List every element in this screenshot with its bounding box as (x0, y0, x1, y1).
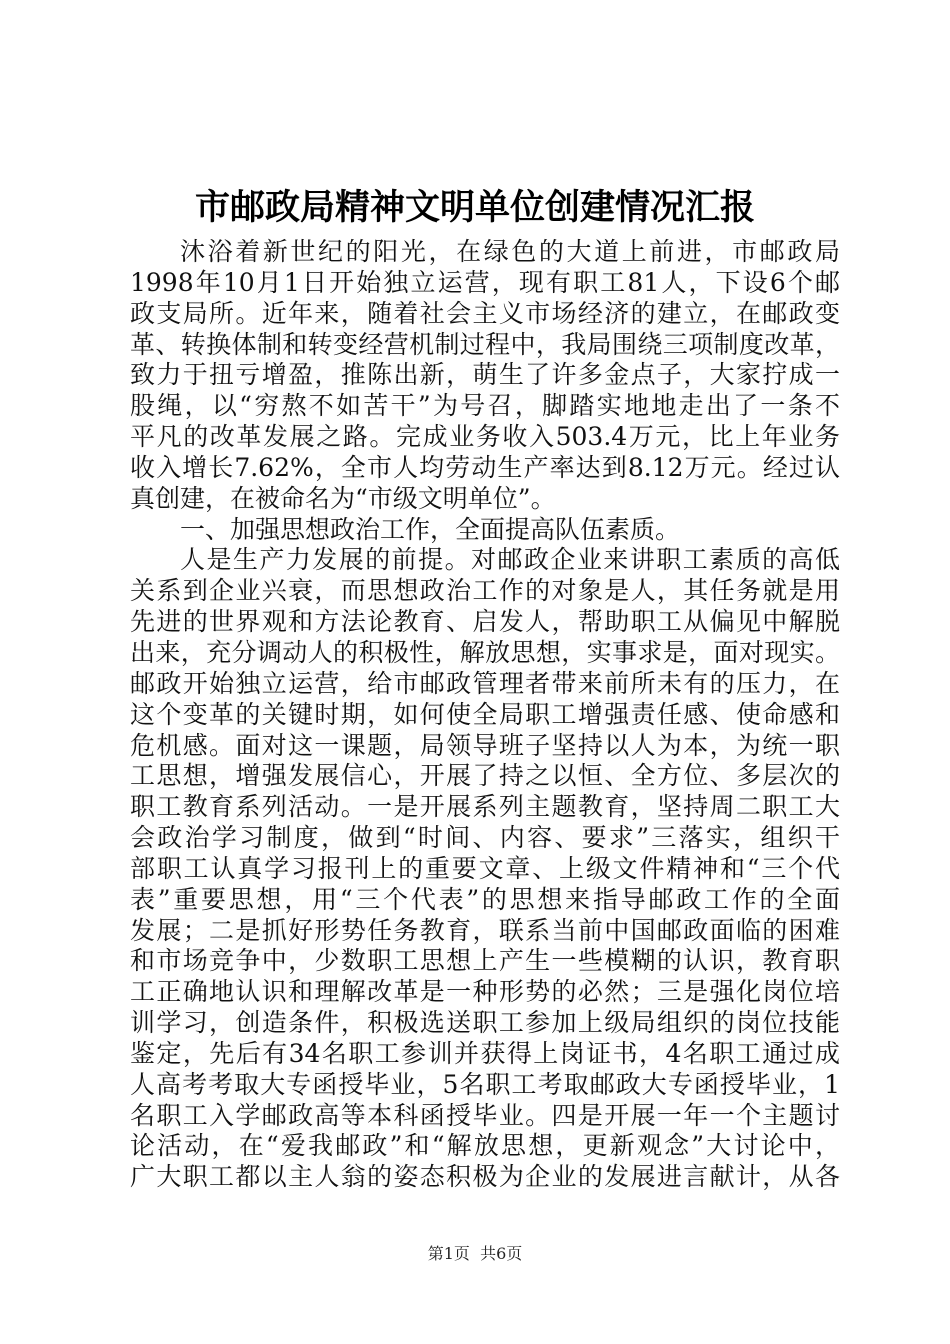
body-line: 出来，充分调动人的积极性，解放思想，实事求是，面对现实。 (130, 637, 840, 667)
body-line: 训学习，创造条件，积极选送职工参加上级局组织的岗位技能 (130, 1008, 840, 1038)
body-line: 危机感。面对这一课题，局领导班子坚持以人为本，为统一职 (130, 730, 840, 760)
page-number: 第1页 (427, 1244, 470, 1263)
body-line: 工正确地认识和理解改革是一种形势的必然；三是强化岗位培 (130, 977, 840, 1007)
body-line: 鉴定，先后有34名职工参训并获得上岗证书，4名职工通过成 (130, 1038, 840, 1068)
body-line: 人高考考取大专函授毕业，5名职工考取邮政大专函授毕业，1 (130, 1069, 840, 1099)
body-line: 平凡的改革发展之路。完成业务收入503.4万元，比上年业务 (130, 422, 840, 452)
body-line: 革、转换体制和转变经营机制过程中，我局围绕三项制度改革， (130, 329, 840, 359)
document-title: 市邮政局精神文明单位创建情况汇报 (194, 187, 755, 228)
body-line: 收入增长7.62%，全市人均劳动生产率达到8.12万元。经过认 (130, 452, 840, 482)
page-footer (0, 1244, 950, 1264)
body-line: 关系到企业兴衰，而思想政治工作的对象是人，其任务就是用 (130, 576, 840, 606)
body-line: 工思想，增强发展信心，开展了持之以恒、全方位、多层次的 (130, 761, 840, 791)
body-line: 人是生产力发展的前提。对邮政企业来讲职工素质的高低 (180, 545, 840, 575)
body-line: 先进的世界观和方法论教育、启发人，帮助职工从偏见中解脱 (130, 607, 840, 637)
body-line: 名职工入学邮政高等本科函授毕业。四是开展一年一个主题讨 (130, 1100, 840, 1130)
body-line: 职工教育系列活动。一是开展系列主题教育，坚持周二职工大 (130, 792, 840, 822)
body-line: 部职工认真学习报刊上的重要文章、上级文件精神和“三个代 (130, 853, 840, 883)
footer-gap (470, 1244, 480, 1263)
body-line: 这个变革的关键时期，如何使全局职工增强责任感、使命感和 (130, 699, 840, 729)
section-heading: 一、加强思想政治工作，全面提高队伍素质。 (180, 514, 681, 544)
body-line: 政支局所。近年来，随着社会主义市场经济的建立，在邮政变 (130, 298, 840, 328)
body-line: 1998年10月1日开始独立运营，现有职工81人，下设6个邮 (130, 267, 840, 297)
body-line: 会政治学习制度，做到“时间、内容、要求”三落实，组织干 (130, 823, 840, 853)
document-body (130, 237, 840, 1193)
body-line: 表”重要思想，用“三个代表”的思想来指导邮政工作的全面 (130, 884, 840, 914)
body-line: 邮政开始独立运营，给市邮政管理者带来前所未有的压力，在 (130, 668, 840, 698)
body-line: 和市场竞争中，少数职工思想上产生一些模糊的认识，教育职 (130, 946, 840, 976)
body-line: 论活动，在“爱我邮政”和“解放思想，更新观念”大讨论中， (130, 1131, 840, 1161)
body-line: 广大职工都以主人翁的姿态积极为企业的发展进言献计，从各 (130, 1162, 840, 1192)
body-line: 沐浴着新世纪的阳光，在绿色的大道上前进，市邮政局 (180, 237, 840, 266)
body-line: 真创建，在被命名为“市级文明单位”。 (130, 483, 556, 513)
page-total: 共6页 (480, 1244, 523, 1263)
body-line: 致力于扭亏增盈，推陈出新，萌生了许多金点子，大家拧成一 (130, 360, 840, 390)
body-line: 发展；二是抓好形势任务教育，联系当前中国邮政面临的困难 (130, 915, 840, 945)
body-line: 股绳，以“穷熬不如苦干”为号召，脚踏实地地走出了一条不 (130, 391, 840, 421)
